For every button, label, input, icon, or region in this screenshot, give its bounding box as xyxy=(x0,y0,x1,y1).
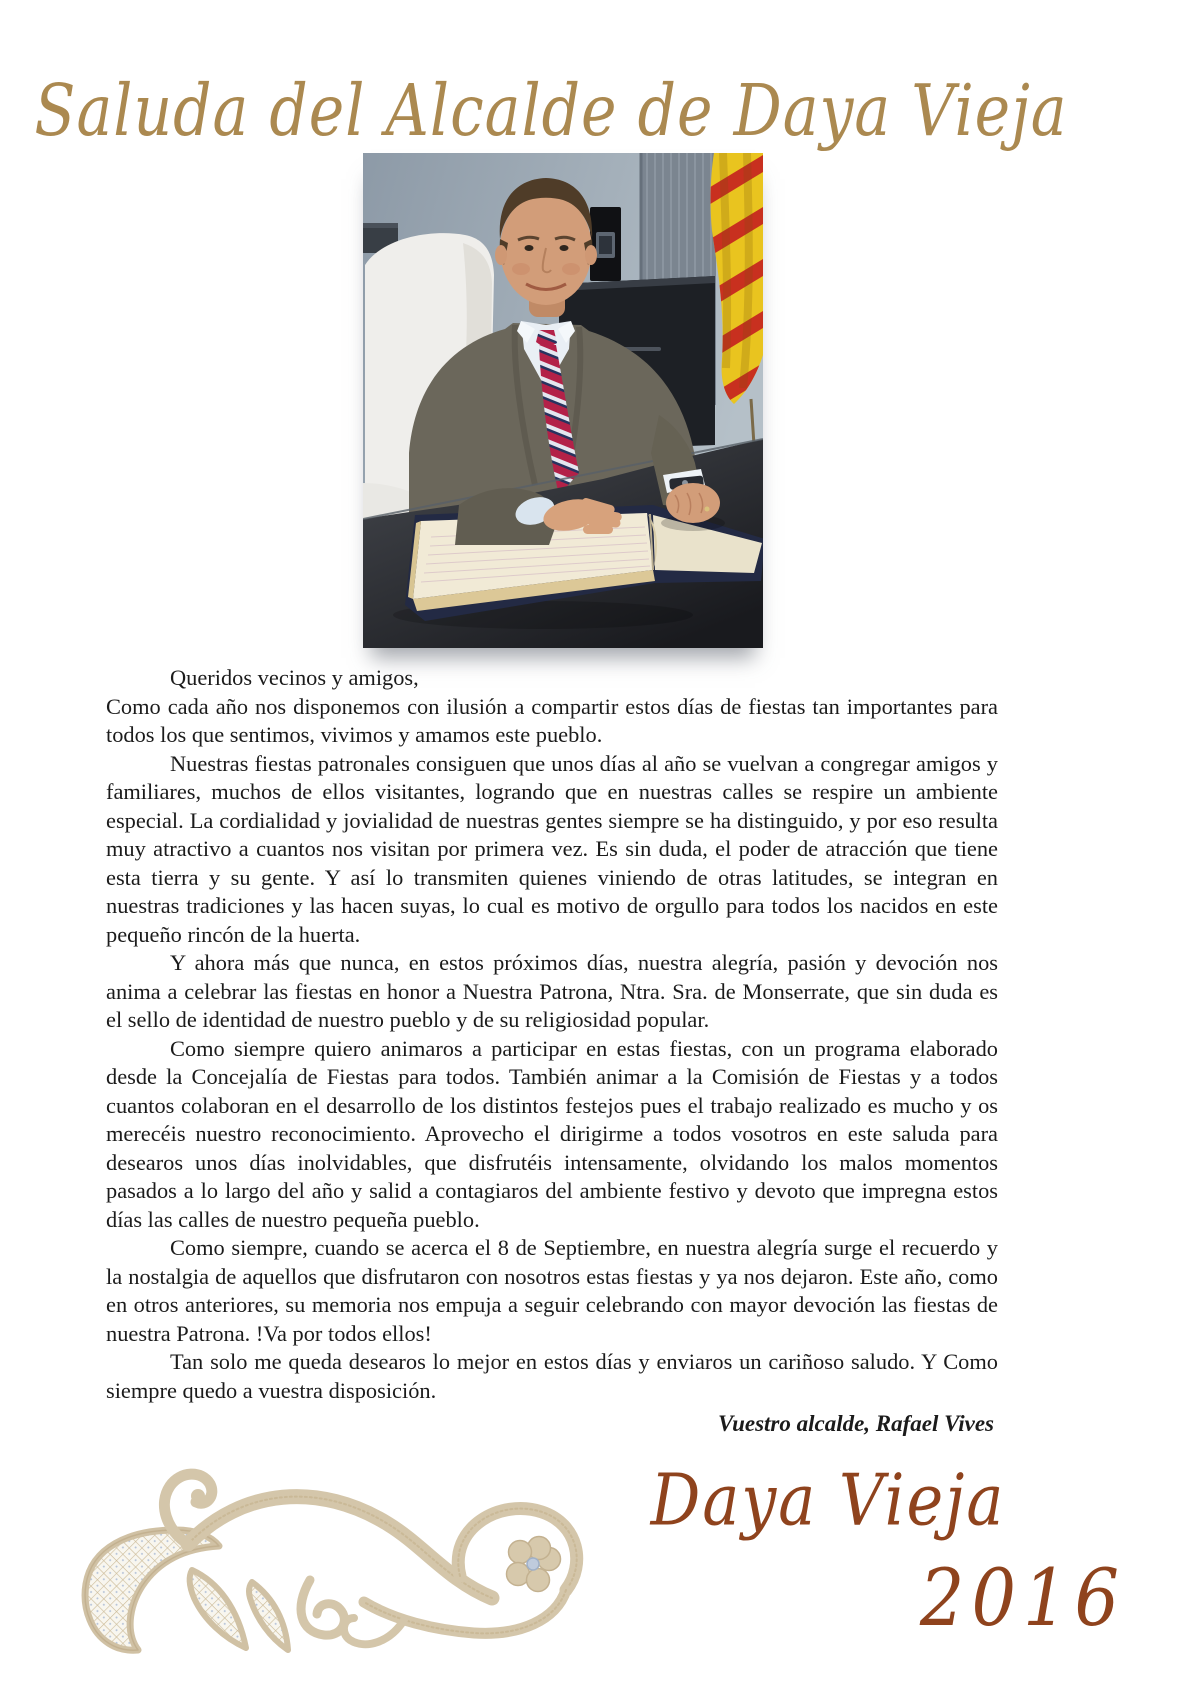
letter-paragraph: Y ahora más que nunca, en estos próximos días, nuestra alegría, pasión y devoción nos anima a celebrar las fiestas en honor a Nuestra Patrona, Ntra. Sra. de Monserrate, que sin duda es el sello de identidad de nuestro pueblo y de su religiosidad popular. xyxy=(106,950,998,1032)
letter-paragraph: Como cada año nos disponemos con ilusión a compartir estos días de fiestas tan importantes para todos los que sentimos, vivimos y amamos este pueblo. xyxy=(106,693,998,747)
letter-paragraph: Tan solo me queda desearos lo mejor en estos días y enviaros un cariñoso saludo. Y Como siempre quedo a vuestra disposición. xyxy=(106,1349,998,1403)
letter-paragraph: Como siempre, cuando se acerca el 8 de Septiembre, en nuestra alegría surge el recuerdo y la nostalgia de aquellos que disfrutaron con nosotros estas fiestas y ya nos dejaron. Este año, como en otros anteriores, su memoria nos empuja a seguir celebrando con mayor devoción las fiestas de nuestra Patrona. !Va por todos ellos! xyxy=(106,1235,998,1346)
letter-paragraph: Nuestras fiestas patronales consiguen que unos días al año se vuelvan a congregar amigos y familiares, muchos de ellos visitantes, logrando que en nuestras calles se respire un ambiente especial. La cordialidad y jovialidad de nuestras gentes siempre se ha distinguido, y por eso resulta muy atractivo a cuantos nos visitan por primera vez. Es sin duda, el poder de atracción que tiene esta tierra y su gente. Y así lo transmiten quienes viniendo de otras latitudes, se integran en nuestras tradiciones y las hacen suyas, lo cual es motivo de orgullo para todos los nacidos en este pequeño rincón de la huerta. xyxy=(106,750,998,947)
lace-leaf xyxy=(249,1582,288,1650)
letter-paragraphs xyxy=(106,693,998,1406)
page-title: Saluda del Alcalde de Daya Vieja xyxy=(34,70,1068,153)
letter-signature: Vuestro alcalde, Rafael Vives xyxy=(718,1411,994,1436)
desk-clock-icon xyxy=(590,207,621,281)
brand-script: Daya Vieja xyxy=(650,1458,1006,1542)
lace-curl xyxy=(301,1580,344,1635)
year-text: 2016 xyxy=(919,1552,1127,1644)
flower-icon xyxy=(507,1537,561,1592)
letter-paragraph: Como siempre quiero animaros a participar en estas fiestas, con un programa elaborado desde la Concejalía de Fiestas para todos. También animar a la Comisión de Fiestas y a todos cuantos colaboran en el desarrollo de los distintos festejos pues el trabajo realizado es mucho y os merecéis nuestro reconocimiento. Aprovecho el dirigirme a todos vosotros en este saluda para desearos unos días inolvidables, que disfrutéis intensamente, olvidando los malos momentos pasados a lo largo del año y salid a contagiaros del ambiente festivo y devoto que impregna estos días las calles de nuestro pequeña pueblo. xyxy=(106,1035,998,1232)
lace-ornament-graphic xyxy=(72,1452,592,1667)
lace-leaf xyxy=(190,1570,246,1648)
mayor-photo-graphic xyxy=(363,153,763,648)
letter-body xyxy=(106,664,998,1439)
mayor-photo xyxy=(363,153,763,648)
letter-greeting: Queridos vecinos y amigos, xyxy=(170,665,419,690)
